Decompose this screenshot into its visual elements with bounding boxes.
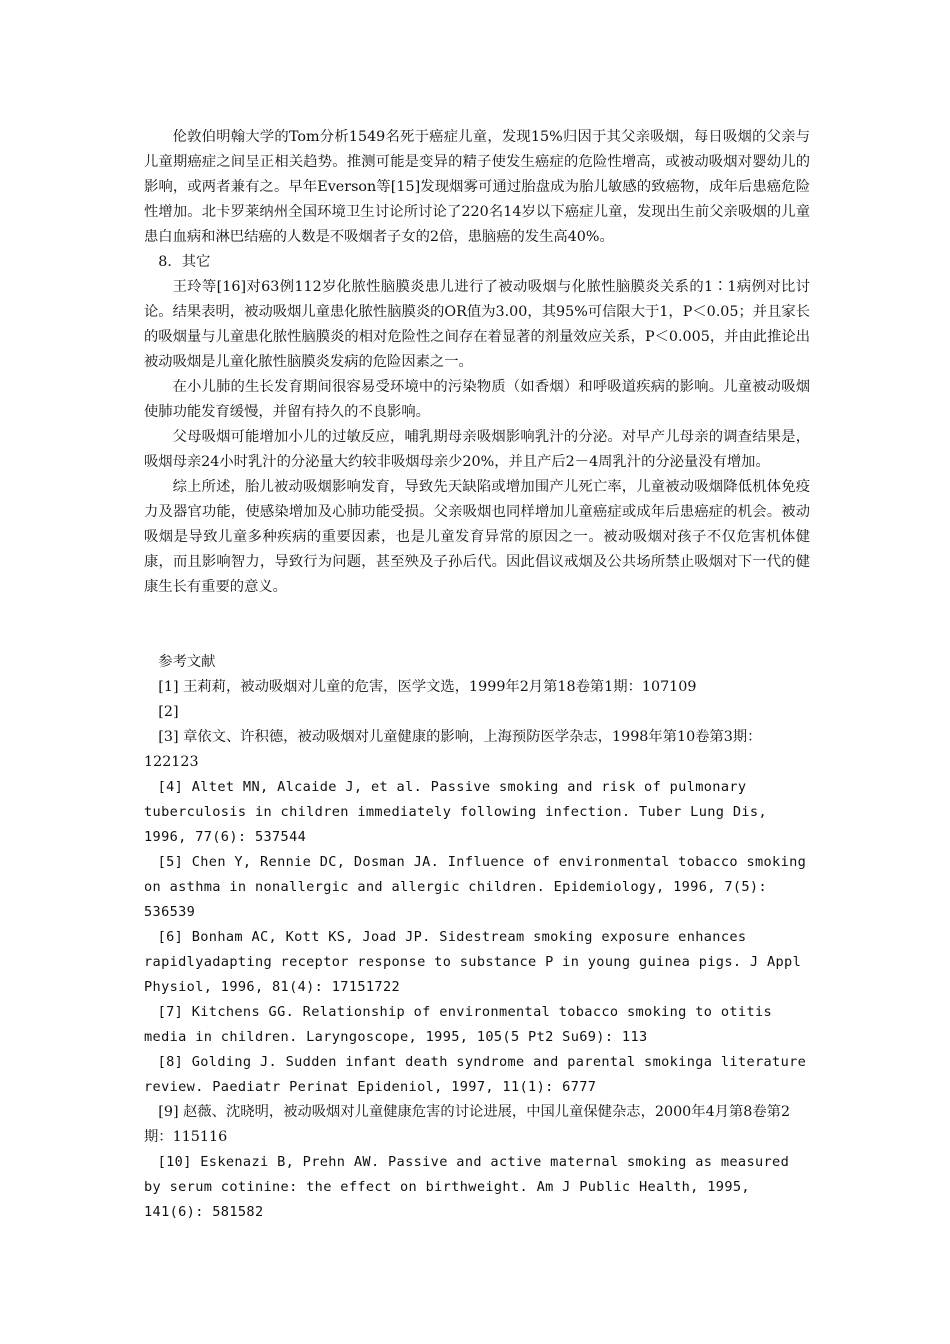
reference-item: [6] Bonham AC, Kott KS, Joad JP. Sidestream smoking exposure enhances rapidlyadapting receptor response to substance P in young guinea pigs. J Appl Physiol, 1996, 81(4): 17151722 — [144, 929, 802, 995]
paragraph-meningitis: 王玲等[16]对63例112岁化脓性脑膜炎患儿进行了被动吸烟与化脓性脑膜炎关系的1∶1病例对比讨论。结果表明，被动吸烟儿童患化脓性脑膜炎的OR值为3.00，其95%可信限大于1，P＜0.05；并且家长的吸烟量与儿童患化脓性脑膜炎的相对危险性之间存在着显著的剂量效应关系，P＜0.005，并由此推论出被动吸烟是儿童化脓性脑膜炎发病的危险因素之一。 — [144, 279, 810, 370]
paragraph-conclusion: 综上所述，胎儿被动吸烟影响发育，导致先天缺陷或增加围产儿死亡率，儿童被动吸烟降低机体免疫力及器官功能，使感染增加及心肺功能受损。父亲吸烟也同样增加儿童癌症或成年后患癌症的机会。被动吸烟是导致儿童多种疾病的重要因素，也是儿童发育异常的原因之一。被动吸烟对孩子不仅危害机体健康，而且影响智力，导致行为问题，甚至殃及子孙后代。因此倡议戒烟及公共场所禁止吸烟对下一代的健康生长有重要的意义。 — [144, 479, 810, 595]
reference-item: [7] Kitchens GG. Relationship of environmental tobacco smoking to otitis media in children. Laryngoscope, 1995, 105(5 Pt2 Su69): 113 — [144, 1004, 773, 1045]
reference-item: [8] Golding J. Sudden infant death syndrome and parental smokinga literature review. Paediatr Perinat Epideniol, 1997, 11(1): 6777 — [144, 1054, 807, 1095]
reference-item: [10] Eskenazi B, Prehn AW. Passive and active maternal smoking as measured by serum cotinine: the effect on birthweight. Am J Public Health, 1995, 141(6): 581582 — [144, 1154, 790, 1220]
reference-item: [9] 赵薇、沈晓明，被动吸烟对儿童健康危害的讨论进展，中国儿童保健杂志，2000年4月第8卷第2期：115116 — [144, 1104, 791, 1145]
section-heading-other: 8．其它 — [158, 254, 211, 270]
references-title: 参考文献 — [158, 654, 216, 670]
reference-item: [3] 章依文、许积德，被动吸烟对儿童健康的影响，上海预防医学杂志，1998年第10卷第3期：122123 — [144, 729, 762, 770]
reference-item: [1] 王莉莉，被动吸烟对儿童的危害，医学文选，1999年2月第18卷第1期：107109 — [158, 679, 697, 695]
section-spacer — [144, 600, 810, 650]
paragraph-breastfeeding: 父母吸烟可能增加小儿的过敏反应，哺乳期母亲吸烟影响乳汁的分泌。对早产儿母亲的调查结果是，吸烟母亲24小时乳汁的分泌量大约较非吸烟母亲少20%，并且产后2－4周乳汁的分泌量没有增加。 — [144, 429, 810, 470]
document-page — [144, 125, 810, 1225]
reference-item: [4] Altet MN, Alcaide J, et al. Passive smoking and risk of pulmonary tuberculosis in children immediately following infection. Tuber Lung Dis, 1996, 77(6): 537544 — [144, 779, 767, 845]
reference-item: [2] — [158, 704, 179, 720]
paragraph-childhood-cancer: 伦敦伯明翰大学的Tom分析1549名死于癌症儿童，发现15%归因于其父亲吸烟，每日吸烟的父亲与儿童期癌症之间呈正相关趋势。推测可能是变异的精子使发生癌症的危险性增高，或被动吸烟对婴幼儿的影响，或两者兼有之。早年Everson等[15]发现烟雾可通过胎盘成为胎儿敏感的致癌物，成年后患癌危险性增加。北卡罗莱纳州全国环境卫生讨论所讨论了220名14岁以下癌症儿童，发现出生前父亲吸烟的儿童患白血病和淋巴结癌的人数是不吸烟者子女的2倍，患脑癌的发生高40%。 — [144, 129, 810, 245]
paragraph-lung-development: 在小儿肺的生长发育期间很容易受环境中的污染物质（如香烟）和呼吸道疾病的影响。儿童被动吸烟使肺功能发育缓慢，并留有持久的不良影响。 — [144, 379, 810, 420]
reference-item: [5] Chen Y, Rennie DC, Dosman JA. Influence of environmental tobacco smoking on asthma in nonallergic and allergic children. Epidemiology, 1996, 7(5): 536539 — [144, 854, 807, 920]
